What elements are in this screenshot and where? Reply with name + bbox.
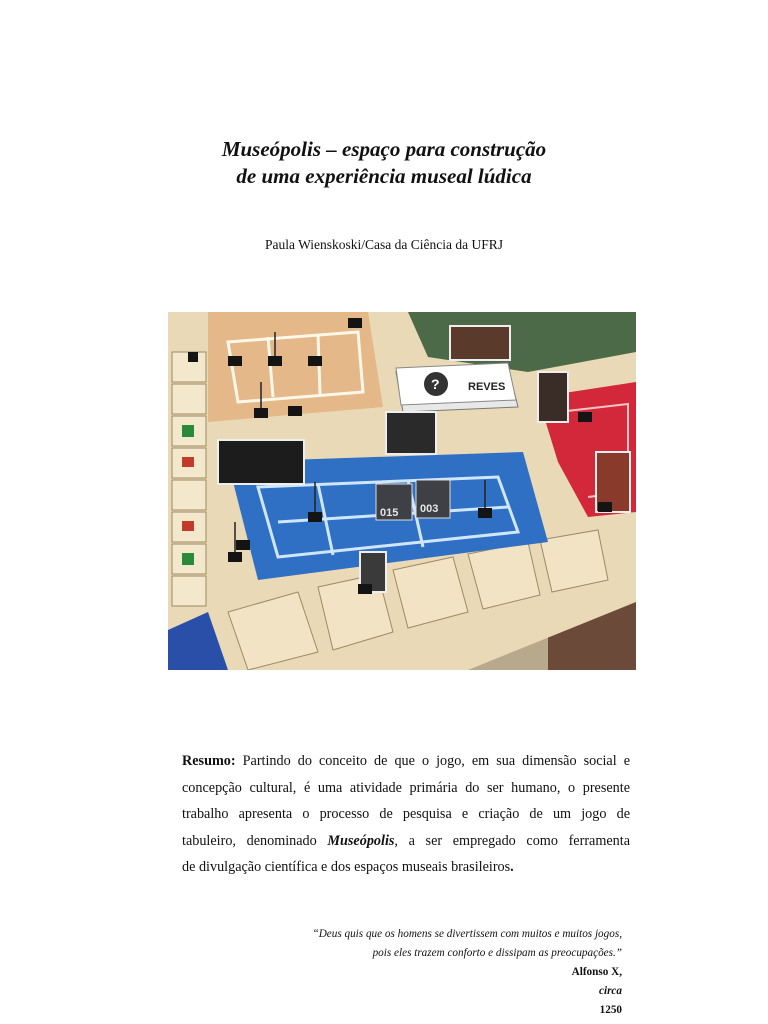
abstract-line-2: concepção cultural, é uma atividade primária do ser humano, o presente xyxy=(182,779,630,796)
tile-number-1: 015 xyxy=(380,507,399,519)
epigraph-year: 1250 xyxy=(599,1004,622,1016)
epigraph xyxy=(312,925,622,1020)
abstract-line-1 xyxy=(182,748,630,775)
abstract xyxy=(182,748,630,881)
title-line-2: de uma experiência museal lúdica xyxy=(236,164,532,188)
abstract-final-period: . xyxy=(510,859,514,876)
epigraph-circa: circa xyxy=(599,985,622,997)
svg-text:?: ? xyxy=(431,376,440,392)
board-game-illustration xyxy=(168,312,636,670)
abstract-text-4a: tabuleiro, denominado xyxy=(182,832,317,849)
epigraph-source xyxy=(312,963,622,1020)
epigraph-line-1: “Deus quis que os homens se divertissem com muitos e muitos jogos, xyxy=(312,928,622,940)
card-stack xyxy=(396,363,518,412)
epigraph-author: Alfonso X, xyxy=(571,966,622,978)
abstract-text-1: Partindo do conceito de que o jogo, em sua dimensão social e xyxy=(242,753,630,769)
card-label: REVES xyxy=(468,381,506,393)
tile-number-2: 003 xyxy=(420,503,439,515)
abstract-text-5: de divulgação científica e dos espaços museais brasileiros xyxy=(182,859,511,876)
abstract-line-3: trabalho apresenta o processo de pesquisa e criação de um jogo de xyxy=(182,806,630,823)
board-game-photo xyxy=(168,312,636,670)
epigraph-line-2: pois eles trazem conforto e dissipam as preocupações.” xyxy=(372,947,622,959)
abstract-label: Resumo: xyxy=(182,753,236,769)
author-affiliation: Paula Wienskoski/Casa da Ciência da UFRJ xyxy=(264,237,504,252)
paper-title xyxy=(0,136,768,190)
abstract-text-4b: , a ser empregado como ferramenta xyxy=(394,832,631,849)
abstract-line-4 xyxy=(182,828,630,855)
abstract-line-5 xyxy=(182,854,630,881)
title-line-1: Museópolis – espaço para construção xyxy=(221,137,547,161)
game-name-emphasis: Museópolis xyxy=(327,832,395,849)
